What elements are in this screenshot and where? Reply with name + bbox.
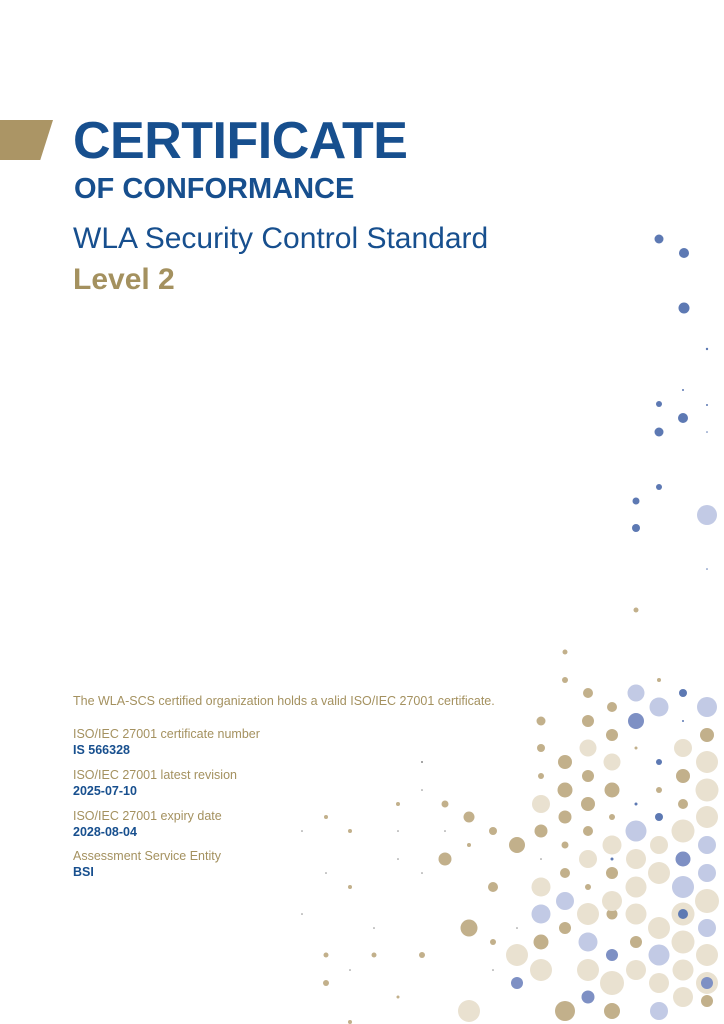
- assessment-entity-field: [73, 848, 221, 880]
- expiry-date-label: ISO/IEC 27001 expiry date: [73, 809, 222, 823]
- certificate-title: CERTIFICATE: [73, 112, 408, 170]
- certificate-number-field: [73, 726, 260, 758]
- certificate-number-value: IS 566328: [73, 743, 130, 757]
- latest-revision-label: ISO/IEC 27001 latest revision: [73, 768, 237, 782]
- certification-statement: The WLA-SCS certified organization holds a valid ISO/IEC 27001 certificate.: [73, 694, 495, 708]
- certification-level: Level 2: [73, 263, 175, 296]
- certificate-subtitle: OF CONFORMANCE: [74, 173, 355, 205]
- assessment-entity-value: BSI: [73, 865, 94, 879]
- assessment-entity-label: Assessment Service Entity: [73, 849, 221, 863]
- latest-revision-field: [73, 767, 237, 799]
- certificate-number-label: ISO/IEC 27001 certificate number: [73, 727, 260, 741]
- expiry-date-value: 2028-08-04: [73, 825, 137, 839]
- latest-revision-value: 2025-07-10: [73, 784, 137, 798]
- expiry-date-field: [73, 808, 222, 840]
- standard-name: WLA Security Control Standard: [73, 222, 489, 255]
